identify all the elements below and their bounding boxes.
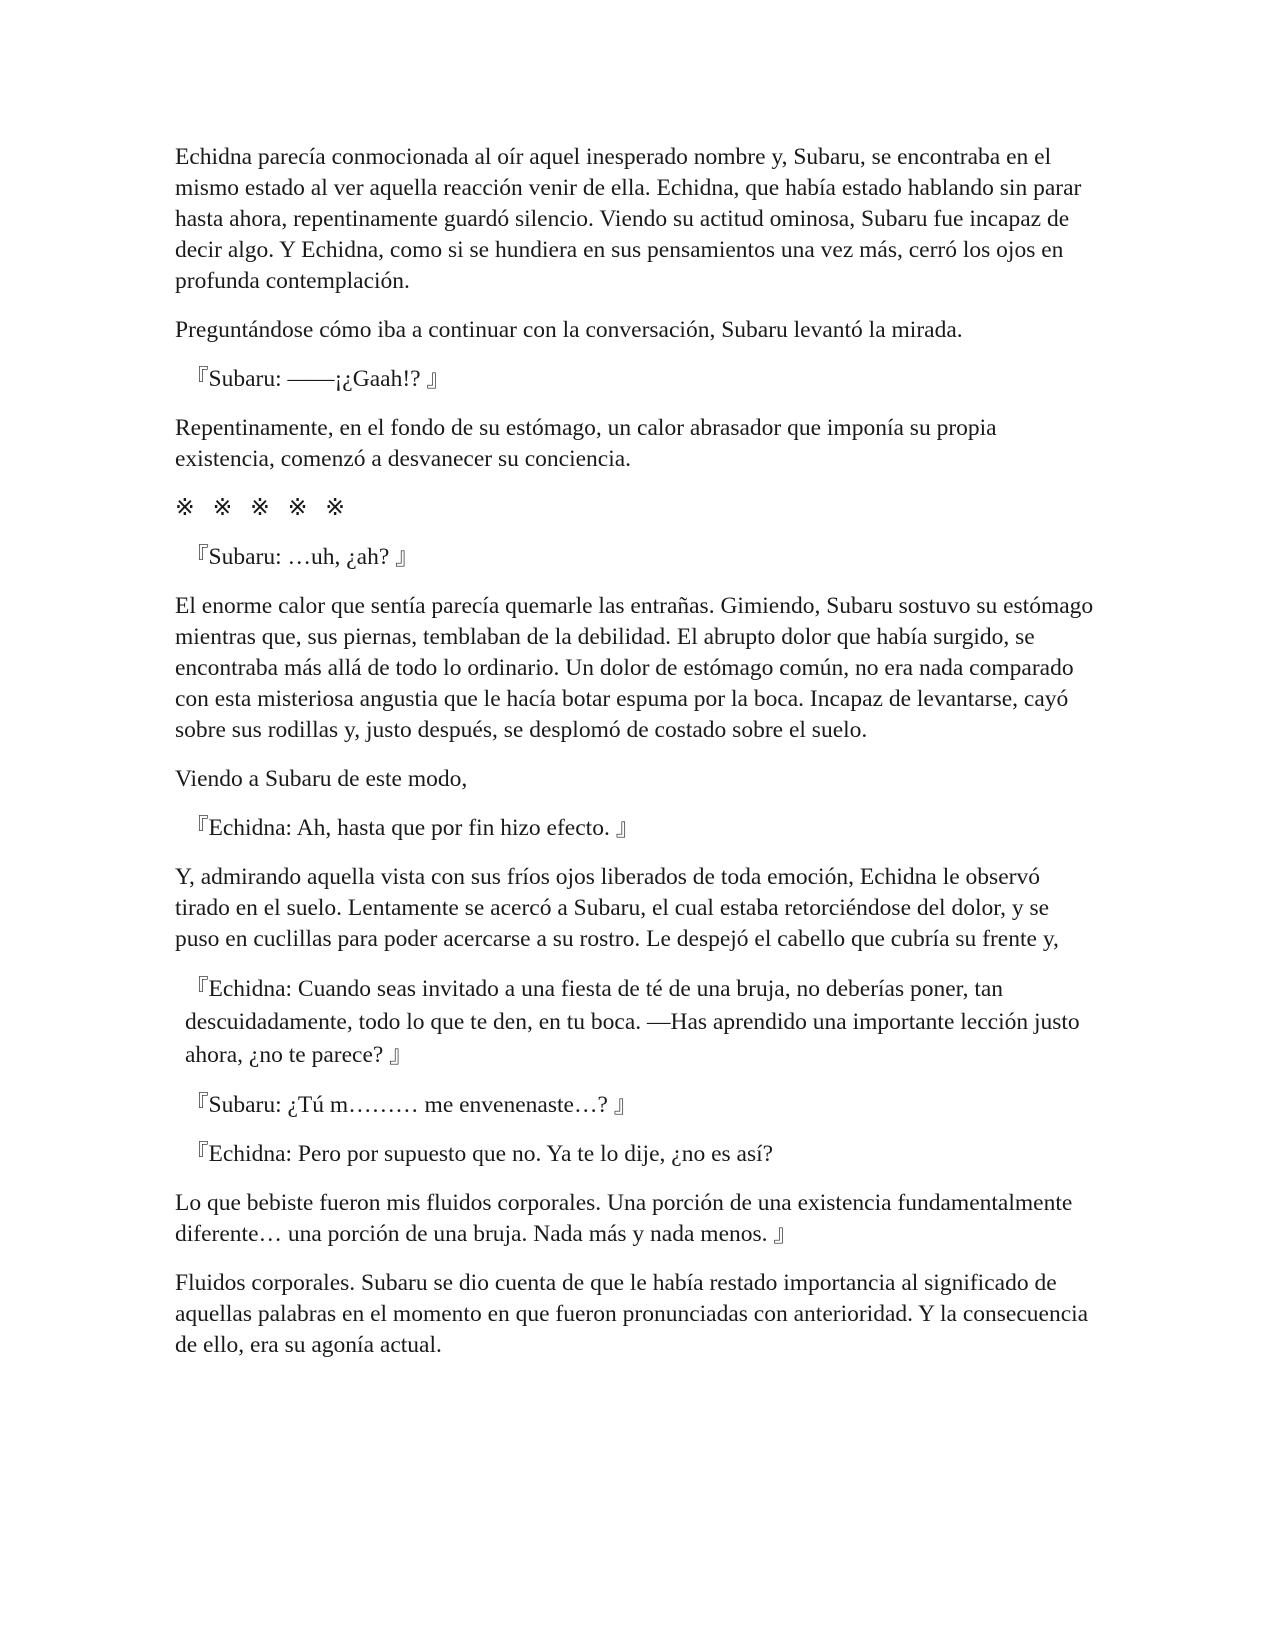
dialogue-line: 『Subaru: ¿Tú m……… me envenenaste…? 』 [185, 1092, 638, 1118]
paragraph: Preguntándose cómo iba a continuar con la conversación, Subaru levantó la mirada. [175, 317, 963, 343]
paragraph: El enorme calor que sentía parecía quemarle las entrañas. Gimiendo, Subaru sostuvo su estómago mientras que, sus piernas, temblaban de la debilidad. El abrupto dolor que había surgido, se encontraba más allá de todo lo ordinario. Un dolor de estómago común, no era nada comparado con esta misteriosa angustia que le hacía botar espuma por la boca. Incapaz de levantarse, cayó sobre sus rodillas y, justo después, se desplomó de costado sobre el suelo. [175, 593, 1094, 743]
paragraph: Lo que bebiste fueron mis fluidos corporales. Una porción de una existencia fundamentalmente diferente… una porción de una bruja. Nada más y nada menos. 』 [175, 1190, 1073, 1247]
paragraph: Viendo a Subaru de este modo, [175, 766, 468, 792]
scene-separator: ※ ※ ※ ※ ※ [175, 495, 351, 521]
dialogue-line: 『Echidna: Pero por supuesto que no. Ya te lo dije, ¿no es así? [185, 1141, 774, 1167]
paragraph: Echidna parecía conmocionada al oír aquel inesperado nombre y, Subaru, se encontraba en el mismo estado al ver aquella reacción venir de ella. Echidna, que había estado hablando sin parar hasta ahora, repentinamente guardó silencio. Viendo su actitud ominosa, Subaru fue incapaz de decir algo. Y Echidna, como si se hundiera en sus pensamientos una vez más, cerró los ojos en profunda contemplación. [175, 144, 1082, 294]
dialogue-line: 『Echidna: Cuando seas invitado a una fiesta de té de una bruja, no deberías poner, tan descuidadamente, todo lo que te den, en tu boca. —Has aprendido una importante lección justo ahora, ¿no te parece? 』 [185, 976, 1080, 1068]
document-page [175, 142, 1095, 1379]
dialogue-line: 『Subaru: ——¡¿Gaah!? 』 [185, 366, 450, 392]
paragraph: Fluidos corporales. Subaru se dio cuenta de que le había restado importancia al significado de aquellas palabras en el momento en que fueron pronunciadas con anterioridad. Y la consecuencia de ello, era su agonía actual. [175, 1270, 1089, 1358]
dialogue-line: 『Echidna: Ah, hasta que por fin hizo efecto. 』 [185, 815, 640, 841]
dialogue-line: 『Subaru: …uh, ¿ah? 』 [185, 544, 419, 570]
paragraph: Repentinamente, en el fondo de su estómago, un calor abrasador que imponía su propia existencia, comenzó a desvanecer su conciencia. [175, 415, 997, 472]
paragraph: Y, admirando aquella vista con sus fríos ojos liberados de toda emoción, Echidna le observó tirado en el suelo. Lentamente se acercó a Subaru, el cual estaba retorciéndose del dolor, y se puso en cuclillas para poder acercarse a su rostro. Le despejó el cabello que cubría su frente y, [175, 864, 1059, 952]
